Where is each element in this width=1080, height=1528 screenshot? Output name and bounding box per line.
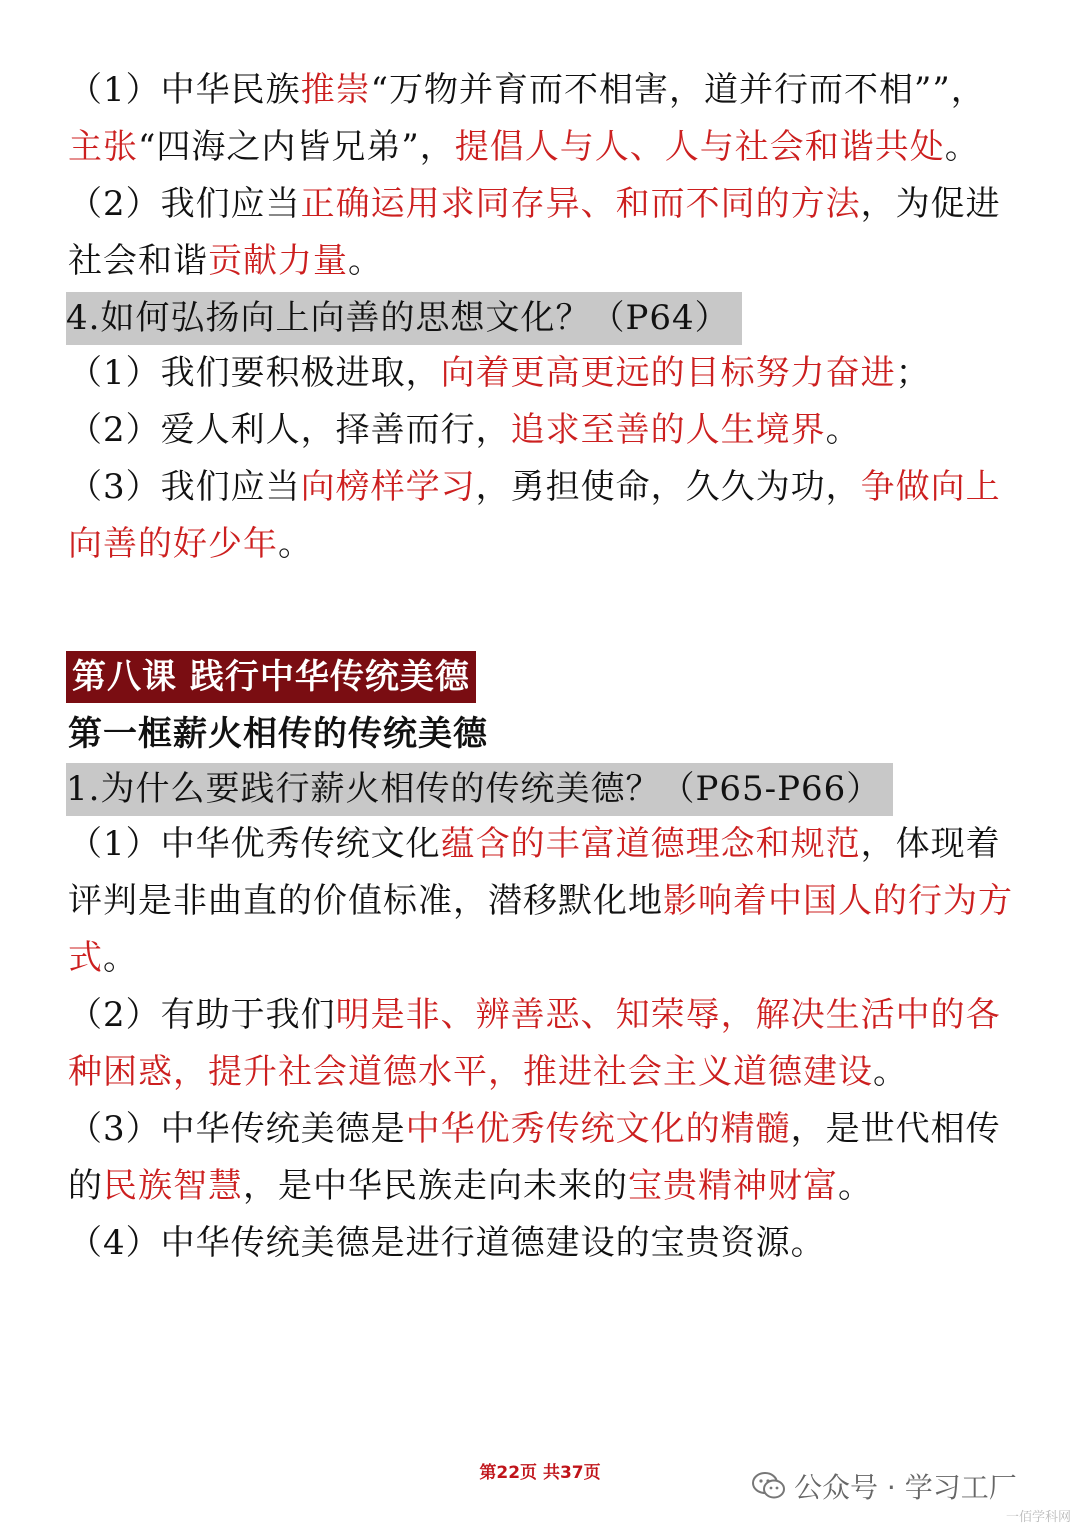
paragraph bbox=[68, 62, 1018, 176]
frame-title: 第一框薪火相传的传统美德 bbox=[68, 714, 488, 754]
wechat-watermark bbox=[752, 1466, 1017, 1506]
question-4-heading: 4.如何弘扬向上向善的思想文化？（P64） bbox=[66, 292, 742, 345]
paragraph bbox=[68, 459, 1018, 573]
paragraph bbox=[68, 345, 1018, 402]
body-text: ； bbox=[895, 353, 931, 393]
body-text: 。 bbox=[838, 1166, 873, 1206]
highlighted-text: 推崇 bbox=[300, 70, 371, 110]
body-text: （2）爱人利人，择善而行， bbox=[68, 410, 511, 450]
highlighted-text: 民族智慧 bbox=[103, 1166, 243, 1206]
document-body bbox=[68, 62, 1018, 1272]
highlighted-text: 向着更高更远的目标努力奋进 bbox=[440, 353, 896, 393]
lesson-title: 第八课 践行中华传统美德 bbox=[66, 651, 476, 703]
body-text: ，是中华民族走向未来的 bbox=[243, 1166, 628, 1206]
paragraph bbox=[68, 402, 1018, 459]
body-text: ，是世代相传的 bbox=[68, 1109, 1001, 1206]
paragraph-group-q4 bbox=[68, 345, 1018, 573]
highlighted-text: 影响着中国人的行为方式 bbox=[68, 881, 1013, 978]
paragraph bbox=[68, 176, 1018, 290]
body-text: （2）有助于我们 bbox=[68, 995, 336, 1035]
body-text: （1）中华优秀传统文化 bbox=[68, 824, 441, 864]
paragraph bbox=[68, 1101, 1018, 1215]
body-text: 。 bbox=[944, 127, 980, 167]
question-1-heading: 1.为什么要践行薪火相传的传统美德？（P65-P66） bbox=[66, 763, 893, 816]
body-text: （4）中华传统美德是进行道德建设的宝贵资源。 bbox=[68, 1223, 826, 1263]
body-text: （1）中华民族 bbox=[68, 70, 301, 110]
body-text: 。 bbox=[348, 241, 383, 281]
highlighted-text: 正确运用求同存异、和而不同的方法 bbox=[300, 184, 861, 224]
body-text: 。 bbox=[278, 524, 313, 564]
body-text: （2）我们应当 bbox=[68, 184, 301, 224]
paragraph-group-top bbox=[68, 62, 1018, 290]
body-text: （1）我们要积极进取， bbox=[68, 353, 441, 393]
paragraph bbox=[68, 987, 1018, 1101]
highlighted-text: 中华优秀传统文化的精髓 bbox=[405, 1109, 791, 1149]
watermark-text: 公众号 · 学习工厂 bbox=[794, 1471, 1017, 1504]
paragraph bbox=[68, 1215, 1018, 1272]
body-text: ，勇担使命，久久为功， bbox=[475, 467, 861, 507]
highlighted-text: 主张 bbox=[68, 127, 138, 167]
body-text: ，为促进社会和谐 bbox=[68, 184, 1001, 281]
paragraph bbox=[68, 816, 1018, 987]
highlighted-text: 蕴含的丰富道德理念和规范 bbox=[440, 824, 861, 864]
paragraph-group-q1 bbox=[68, 816, 1018, 1272]
body-text: 。 bbox=[873, 1052, 908, 1092]
wechat-icon bbox=[752, 1471, 786, 1501]
body-text: 。 bbox=[825, 410, 861, 450]
highlighted-text: 追求至善的人生境界 bbox=[510, 410, 826, 450]
highlighted-text: 明是非、辨善恶、知荣辱，解决生活中的各种困惑，提升社会道德水平，推进社会主义道德建设 bbox=[68, 995, 1001, 1092]
body-text: “万物并育而不相害，道并行而不相””， bbox=[370, 70, 986, 110]
body-text: ，体现着评判是非曲直的价值标准，潜移默化地 bbox=[68, 824, 1001, 921]
highlighted-text: 争做向上向善的好少年 bbox=[68, 467, 1001, 564]
body-text: （3）中华传统美德是 bbox=[68, 1109, 406, 1149]
body-text: “四海之内皆兄弟”， bbox=[138, 127, 455, 167]
page-footer: 第22页 共37页 bbox=[479, 1463, 601, 1483]
body-text: 。 bbox=[103, 938, 138, 978]
highlighted-text: 贡献力量 bbox=[208, 241, 348, 281]
site-watermark: 一佰学科网 bbox=[1006, 1510, 1072, 1525]
body-text: （3）我们应当 bbox=[68, 467, 301, 507]
highlighted-text: 向榜样学习 bbox=[300, 467, 476, 507]
highlighted-text: 提倡人与人、人与社会和谐共处 bbox=[454, 127, 945, 167]
highlighted-text: 宝贵精神财富 bbox=[628, 1166, 838, 1206]
